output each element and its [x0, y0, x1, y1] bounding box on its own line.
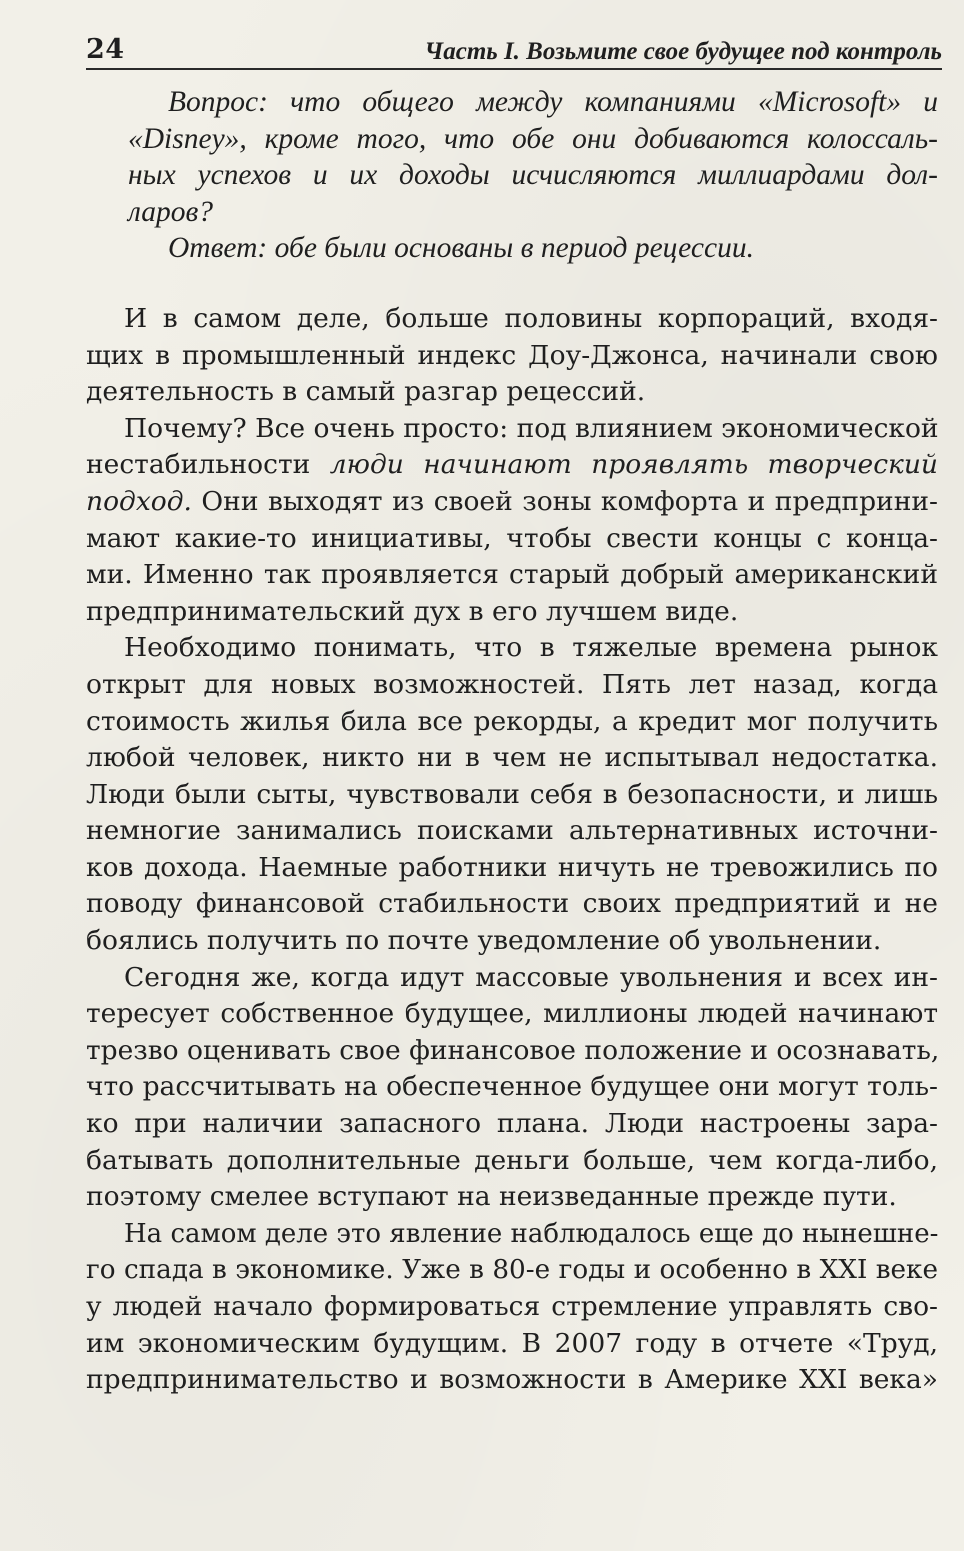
text-fragment: нестабильности	[86, 449, 330, 481]
text-line: Люди были сыты, чувствовали себя в безопасности, и лишь	[86, 778, 938, 810]
answer-line: Ответ: обе были основаны в период рецессии.	[168, 232, 754, 265]
paragraph	[86, 960, 938, 1216]
text-line: деятельность в самый разгар рецессий.	[86, 376, 646, 408]
text-line: поэтому смелее вступают на неизведанные прежде пути.	[86, 1181, 897, 1213]
text-line: поводу финансовой стабильности своих предприятий и не	[86, 888, 938, 920]
paragraph	[86, 1216, 938, 1399]
text-line: предпринимательство и возможности в Америке XXI века»	[86, 1364, 938, 1396]
emphasis-text: люди начинают проявлять творческий	[329, 449, 938, 481]
page-header	[86, 28, 942, 70]
text-line: немногие занимались поисками альтернативных источни-	[86, 815, 938, 847]
text-line: любой человек, никто ни в чем не испытывал недостатка.	[86, 742, 938, 774]
text-line: Необходимо понимать, что в тяжелые времена рынок	[124, 632, 938, 664]
text-line: мают какие-то инициативы, чтобы свести концы с конца-	[86, 522, 938, 554]
text-line: открыт для новых возможностей. Пять лет назад, когда	[86, 668, 938, 700]
text-line: ко при наличии запасного плана. Люди настроены зара-	[86, 1108, 938, 1140]
paragraph	[86, 630, 938, 959]
text-line: И в самом деле, больше половины корпораций, входя-	[124, 302, 938, 334]
text-line: трезво оценивать свое финансовое положение и осознавать,	[86, 1034, 940, 1066]
question-line: ных успехов и их доходы исчисляются миллиардами дол-	[128, 159, 938, 192]
text-line: Сегодня же, когда идут массовые увольнения и всех ин-	[124, 961, 938, 993]
question-line: ларов?	[128, 195, 214, 228]
text-line: боялись получить по почте уведомление об увольнении.	[86, 925, 882, 957]
text-line: им экономическим будущим. В 2007 году в отчете «Труд,	[86, 1327, 938, 1359]
text-line: го спада в экономике. Уже в 80-е годы и особенно в XXI веке	[86, 1255, 938, 1286]
text-line: ми. Именно так проявляется старый добрый американский	[86, 559, 938, 591]
text-fragment: Они выходят из своей зоны комфорта и предприни-	[191, 485, 938, 517]
block-gap	[86, 267, 938, 301]
text-line: у людей начало формироваться стремление управлять сво-	[86, 1291, 938, 1322]
text-line: тересует собственное будущее, миллионы людей начинают	[86, 998, 938, 1030]
text-line: щих в промышленный индекс Доу-Джонса, начинали свою	[86, 339, 938, 371]
emphasis-text: подход.	[86, 485, 192, 517]
text-line: Почему? Все очень просто: под влиянием экономической	[124, 412, 939, 444]
text-line: стоимость жилья била все рекорды, а кредит мог получить	[86, 705, 938, 737]
text-line	[86, 447, 938, 484]
question-line: «Disney», кроме того, что обе они добиваются колоссаль-	[128, 122, 938, 155]
text-line: ков дохода. Наемные работники ничуть не тревожились по	[86, 851, 938, 883]
text-line: батывать дополнительные деньги больше, чем когда-либо,	[86, 1144, 938, 1176]
body-text	[86, 84, 938, 1399]
text-line	[86, 484, 938, 521]
question-block	[86, 84, 938, 267]
page-number: 24	[86, 34, 125, 65]
text-line: предпринимательский дух в его лучшем виде.	[86, 595, 739, 627]
question-line: Вопрос: что общего между компаниями «Microsoft» и	[168, 86, 938, 118]
text-line: что рассчитывать на обеспеченное будущее они могут толь-	[86, 1071, 938, 1103]
paragraph	[86, 411, 938, 631]
paragraph	[86, 301, 938, 411]
running-title: Часть I. Возьмите свое будущее под контроль	[424, 38, 942, 65]
text-line: На самом деле это явление наблюдалось еще до нынешне-	[124, 1218, 939, 1249]
